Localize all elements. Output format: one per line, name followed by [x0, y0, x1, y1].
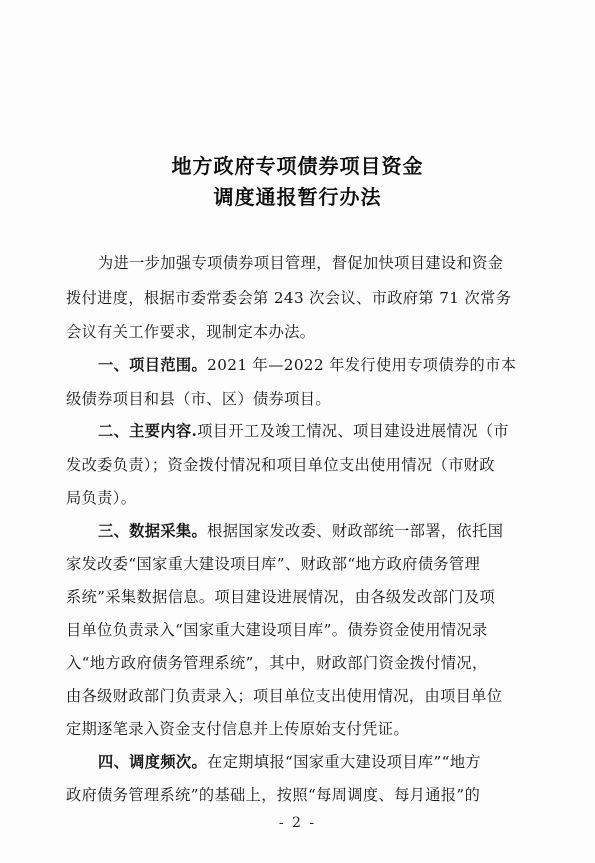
section-heading: 二、主要内容.: [98, 422, 198, 440]
section-2-line: [98, 420, 509, 441]
section-heading: 一、项目范围。: [98, 356, 208, 374]
document-title-line-1: 地方政府专项债券项目资金: [171, 154, 424, 178]
body-line: 发改委负责）；资金拨付情况和项目单位支出使用情况（市财政: [66, 456, 495, 474]
body-line: 由各级财政部门负责录入；项目单位支出使用情况，由项目单位: [66, 687, 503, 705]
body-line: 政府债务管理系统”的基础上，按照“每周调度、每月通报”的: [66, 786, 481, 804]
page-number: - 2 -: [278, 815, 317, 831]
body-line: 定期逐笔录入资金支付信息并上传原始支付凭证。: [66, 720, 409, 738]
section-text: 在定期填报“国家重大建设项目库”“地方: [207, 753, 482, 771]
body-line: 家发改委“国家重大建设项目库”、财政部“地方政府债务管理: [66, 555, 481, 573]
section-4-line: [98, 751, 481, 772]
section-3-line: [98, 520, 503, 541]
document-title-line-2: 调度通报暂行办法: [213, 185, 382, 209]
section-1-line: [98, 354, 516, 375]
section-heading: 三、数据采集。: [98, 522, 208, 540]
body-line: 拨付进度，根据市委常委会第 243 次会议、市政府第 71 次常务: [66, 289, 512, 307]
section-text: 根据国家发改委、财政部统一部署，依托国: [207, 522, 504, 540]
body-line: 会议有关工作要求，现制定本办法。: [66, 323, 316, 341]
body-line: 入“地方政府债务管理系统”，其中，财政部门资金拨付情况，: [66, 654, 488, 672]
body-line: 为进一步加强专项债券项目管理，督促加快项目建设和资金: [98, 254, 504, 272]
section-text: 项目开工及竣工情况、项目建设进展情况（市: [197, 422, 509, 440]
body-line: 系统”采集数据信息。项目建设进展情况，由各级发改部门及项: [66, 588, 496, 606]
body-line: 级债券项目和县（市、区）债券项目。: [66, 390, 331, 408]
body-line: 局负责）。: [66, 489, 137, 507]
section-text: 2021 年—2022 年发行使用专项债券的市本: [207, 356, 517, 374]
section-heading: 四、调度频次。: [98, 753, 208, 771]
body-line: 目单位负责录入“国家重大建设项目库”。债券资金使用情况录: [66, 621, 488, 639]
